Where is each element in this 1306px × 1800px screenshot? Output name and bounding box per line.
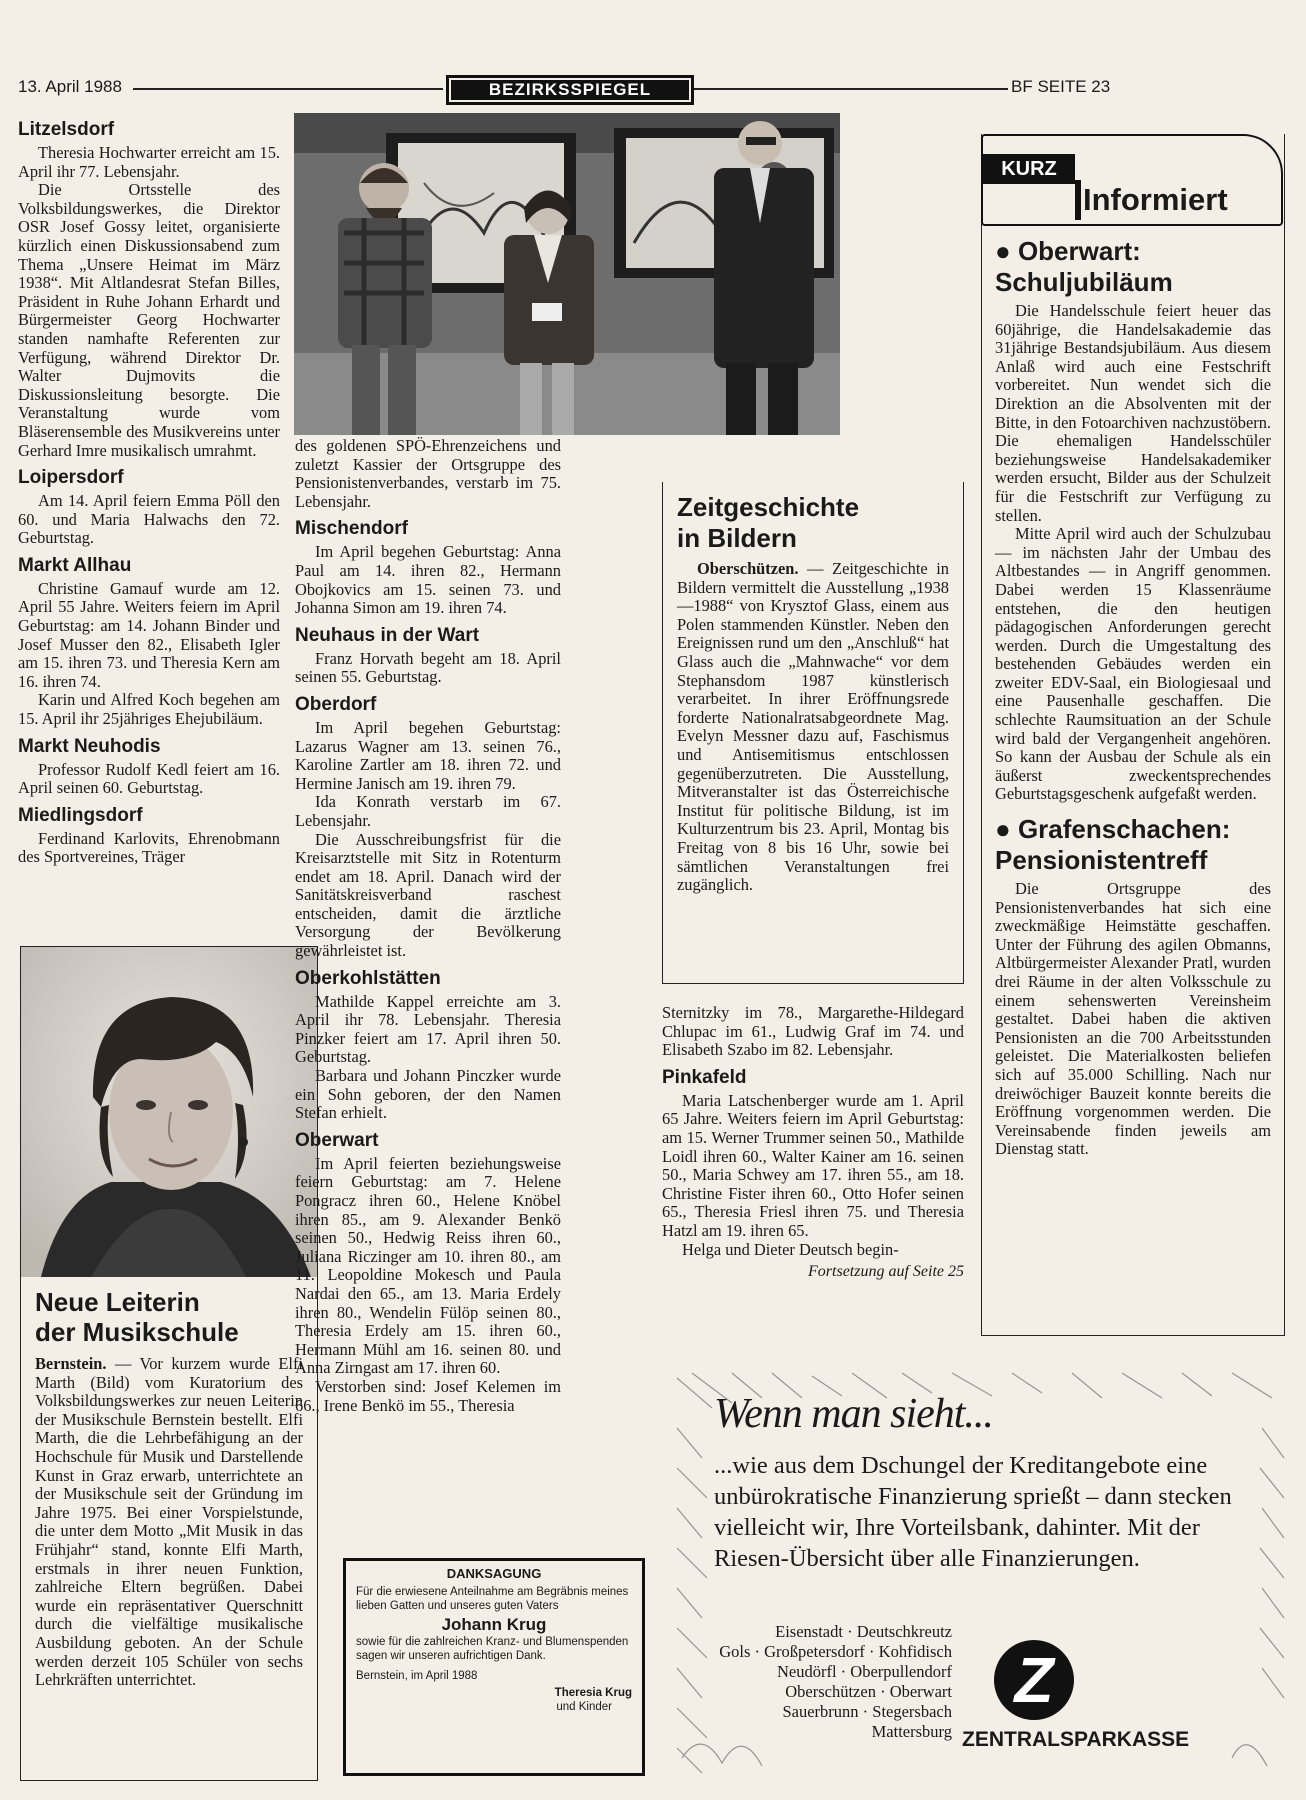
bullet-icon: ● [995, 814, 1011, 845]
paragraph: Professor Rudolf Kedl feiert am 16. April seinen 60. Geburtstag. [18, 759, 280, 798]
branch-line: Eisenstadt · Deutschkreutz [775, 1622, 952, 1641]
kurz-item-title [995, 814, 1271, 876]
ad-branches [712, 1622, 952, 1742]
paragraph: Die Ausschreibungsfrist für die Kreisarztstelle mit Sitz in Rotenturm endet am 18. April. Danach wird der Sanitätskreisverband raschest entscheiden, damit die ärztliche Versorgung der Bevölkerung gewährleistet ist. [295, 829, 561, 961]
zentralsparkasse-logo-icon [994, 1640, 1074, 1720]
paragraph: Sternitzky im 78., Margarethe-Hildegard Chlupac im 61., Ludwig Graf im 74. und Elisabeth Szabo im 82. Lebensjahr. [662, 1003, 964, 1060]
article-body [662, 1092, 964, 1259]
kurz-label: KURZ [983, 154, 1075, 184]
notice-name: Johann Krug [441, 1615, 547, 1634]
place-heading: Loipersdorf [18, 467, 124, 489]
header-date: 13. April 1988 [18, 77, 122, 96]
informiert-label: Informiert [1075, 180, 1228, 220]
title-line: Grafenschachen: [1017, 814, 1231, 845]
paragraph: Im April begehen Geburtstag: Anna Paul am 14. ihren 82., Hermann Obojkovics am 15. seinen 73. und Johanna Simon am 19. ihren 74. [295, 542, 561, 618]
article-body [295, 1155, 561, 1415]
place-heading: Neuhaus in der Wart [295, 624, 480, 646]
paragraph: Im April begehen Geburtstag: Lazarus Wagner am 13. seinen 76., Karoline Zartler am 18. ihren 72. und Hermine Janisch am 19. ihren 79. [295, 717, 561, 793]
place-heading: Litzelsdorf [18, 119, 115, 140]
paragraph: Karin und Alfred Koch begehen am 15. April ihr 25jähriges Ehejubiläum. [18, 690, 280, 729]
place-heading: Oberkohlstätten [295, 967, 441, 989]
branch-line: Neudörfl · Oberpullendorf [776, 1662, 952, 1681]
article-body [295, 650, 561, 687]
article-body [995, 880, 1271, 1159]
paragraph: Mitte April wird auch der Schulzubau — im nächsten Jahr der Umbau des Altbestandes — in Angriff genommen. Dabei werden 15 Klassenräume entstehen, die den heutigen pädagogischen Anforderungen gerecht werden. Durch die Umgestaltung des bestehenden Gebäudes werden ein zweiter EDV-Saal, ein Biologiesaal und eine Pausenhalle geschaffen. Die schlechte Raumsituation an der Schule wird bald der Vergangenheit angehören. So kann der Ausbau der Schule als ein äußerst zweckentsprechendes Geburtstagsgeschenk aufgefaßt werden. [995, 524, 1271, 804]
paragraph: Die Ortsgruppe des Pensionistenverbandes hat sich eine zweckmäßige Heimstätte geschaffen. Unter der Führung des agilen Obmanns, Altbürgermeister Alexander Pratl, wurden drei Räume in der alten Volksschule zu einem sehenswerten Vereinsheim gestaltet. Dabei haben die aktiven Pensionisten an die 700 Arbeitsstunden geleistet. Die Materialkosten beliefen sich auf 35.000 Schilling. Nach nur dreiwöchiger Bauzeit konnte bereits die Eröffnung vorgenommen werden. Die Vereinsabende finden jeweils am Dienstag statt. [995, 879, 1271, 1159]
article-body [18, 580, 280, 729]
article-body [995, 302, 1271, 804]
title-line: der Musikschule [35, 1317, 239, 1347]
article-title [35, 1287, 303, 1347]
paragraph: Ida Konrath verstarb im 67. Lebensjahr. [295, 792, 561, 830]
paragraph: Maria Latschenberger wurde am 1. April 65 Jahre. Weiters feiern im April Geburtstag: am 15. Werner Trummer seinen 50., Mathilde Loidl ihren 60., Walter Kainer am 16. seinen 50., Maria Schwey am 17. ihren 55., am 18. Christine Fister ihren 60., Otto Hofer seinen 65., Theresia Friesl ihren 75. und Theresia Hatzl am 19. ihren 65. [662, 1090, 964, 1240]
portrait-image [21, 947, 317, 1277]
paragraph: Ferdinand Karlovits, Ehrenobmann des Sportvereines, Träger [18, 828, 280, 867]
branch-line: Oberschützen · Oberwart [785, 1682, 952, 1701]
paragraph: Christine Gamauf wurde am 12. April 55 Jahre. Weiters feiern im April Geburtstag: am 14. Johann Binder und Josef Musser den 82., Elisabeth Igler am 15. ihren 73. und Theresia Kern am 16. ihren 74. [18, 578, 280, 691]
place-heading: Oberwart [295, 1129, 379, 1151]
continuation-note: Fortsetzung auf Seite 25 [808, 1263, 964, 1281]
bullet-icon: ● [995, 236, 1011, 266]
logo-letter: Z [1014, 1644, 1054, 1716]
article-body [18, 144, 280, 460]
place-heading: Mischendorf [295, 518, 408, 540]
notice-place-date: Bernstein, im April 1988 [356, 1670, 478, 1682]
place-heading: Miedlingsdorf [18, 804, 143, 826]
title-line: Zeitgeschichte [677, 492, 860, 522]
kurz-informiert-content [995, 236, 1271, 1159]
notice-title: DANKSAGUNG [446, 1566, 542, 1581]
article-body [295, 719, 561, 961]
title-line: Schuljubiläum [995, 267, 1173, 297]
article-body [662, 1004, 964, 1060]
article-body [18, 492, 280, 548]
header-page: BF SEITE 23 [1011, 77, 1111, 96]
ad-headline: Wenn man sieht... [714, 1391, 993, 1437]
branch-line: Mattersburg [871, 1722, 952, 1741]
article-body [295, 993, 561, 1123]
title-line: Oberwart: [1017, 236, 1141, 266]
bank-name: ZENTRALSPARKASSE [962, 1728, 1190, 1751]
paragraph: Am 14. April feiern Emma Pöll den 60. und Maria Halwachs den 72. Geburtstag. [18, 491, 280, 548]
exhibition-image [294, 113, 840, 435]
column-1 [18, 112, 280, 867]
notice-text: sowie für die zahlreichen Kranz- und Blumenspenden sagen wir unseren aufrichtigen Dank. [356, 1636, 629, 1662]
place-heading: Oberdorf [295, 693, 377, 715]
title-line: in Bildern [677, 523, 797, 553]
place-heading: Markt Allhau [18, 554, 132, 576]
article-text: — Vor kurzem wurde Elfi Marth (Bild) vom Kuratorium des Volksbildungswerkes zur neuen Leiterin der Musikschule Bernstein bestellt. Elfi Marth, die die Lehrbefähigung an der Hochschule für Musik und Darstellende Kunst in Graz erwarb, unterrichtete an der Musikschule seit der Gründung im Jahre 1975. Bei einer Vorspielstunde, die unter dem Motto „Mit Musik in das Frühjahr“ stand, konnte Elfi Marth, erstmals in ihrer neuen Funktion, zahlreiche Eltern begrüßen. Dabei wurde ein repräsentativer Querschnitt durch die vielfältige musikalische Ausbildung geboten. An der Schule werden derzeit 105 Schüler von sechs Lehrkräften unterrichtet. [35, 1354, 303, 1690]
exhibition-photo [294, 113, 840, 435]
musikschule-article-box [20, 946, 318, 1781]
branch-line: Sauerbrunn · Stegersbach [782, 1702, 952, 1721]
title-line: Pensionistentreff [995, 845, 1208, 876]
article-text: — Zeitgeschichte in Bildern vermittelt die Ausstellung „1938—1988“ von Krysztof Glass, einem aus Polen stammenden Künstler. Neben den Ereignissen rund um den „Anschluß“ hat Glass auch die „Mahnwache“ vor dem Stephansdom 1987 künstlerisch verarbeitet. In ihrer Eröffnungsrede forderte Nationalratsabgeordnete Mag. Evelyn Messner dazu auf, Faschismus und Antisemitismus entschlossen gegenüberzutreten. Die Ausstellung, Mitveranstalter ist das Österreichische Institut für politische Bildung, ist im Kulturzentrum bis 23. April, Montag bis Freitag von 8 bis 16 Uhr, sowie bei sämtlichen Veranstaltungen frei zugänglich. [677, 559, 949, 895]
paragraph: Verstorben sind: Josef Kelemen im 66., Irene Benkö im 55., Theresia [295, 1376, 561, 1415]
paragraph: Franz Horvath begeht am 18. April seinen 55. Geburtstag. [295, 648, 561, 687]
place-heading: Markt Neuhodis [18, 735, 161, 757]
zeitgeschichte-article-box [662, 482, 964, 984]
article-lead: Oberschützen. [697, 559, 799, 578]
portrait-photo [21, 947, 317, 1277]
article-lead: Bernstein. [35, 1354, 107, 1373]
article-body [295, 543, 561, 617]
notice-text: Für die erwiesene Anteilnahme am Begräbnis meines lieben Gatten und unseres guten Vaters [356, 1586, 629, 1612]
title-line: Neue Leiterin [35, 1287, 200, 1317]
paragraph: Im April feierten beziehungsweise feiern Geburtstag: am 7. Helene Pongracz ihren 60., Helene Knöbel ihren 85., am 9. Alexander Benkö seinen 50., Hedwig Reiss ihren 60., Juliana Riczinger am 10. ihren 80., am 11. Leopoldine Mokesch und Paula Nardai den 65., am 13. Maria Erdely ihren 80., Wendelin Fülöp seinen 80., Theresia Erdely am 15. ihren 60., Hermann Mühl am 16. seinen 80. und Anna Zirngast am 17. ihren 60. [295, 1153, 561, 1378]
kurz-informiert-header [981, 134, 1283, 226]
paragraph: des goldenen SPÖ-Ehrenzeichens und zuletzt Kassier der Ortsgruppe des Pensionistenverbandes, verstarb im 75. Lebensjahr. [295, 436, 561, 511]
article-body [35, 1355, 303, 1690]
paragraph: Theresia Hochwarter erreicht am 15. April ihr 77. Lebensjahr. [18, 143, 280, 181]
column-3 [662, 1004, 964, 1281]
kurz-item-title [995, 236, 1271, 298]
paragraph: Barbara und Johann Pinczker wurde ein Sohn geboren, der den Namen Stefan erhielt. [295, 1066, 561, 1123]
article-body [18, 830, 280, 867]
notice-signature-2: und Kinder [556, 1701, 612, 1713]
article-body [18, 761, 280, 798]
branch-line: Gols · Großpetersdorf · Kohfidisch [719, 1642, 952, 1661]
paragraph: Helga und Dieter Deutsch begin- [682, 1239, 899, 1259]
zentralsparkasse-ad [672, 1368, 1290, 1778]
notice-signature: Theresia Krug [554, 1687, 632, 1699]
paragraph: Mathilde Kappel erreichte am 3. April ihr 78. Lebensjahr. Theresia Pinzker feiert am 17. April ihren 50. Geburtstag. [295, 991, 561, 1067]
header-rule-right [694, 88, 1008, 90]
article-body [677, 560, 949, 895]
article-title [677, 492, 949, 554]
article-body [295, 437, 561, 511]
paragraph: Die Handelsschule feiert heuer das 60jährige, die Handelsakademie das 31jährige Bestandsjubiläum. Aus diesem Anlaß wird auch eine Festschrift vorbereitet. Nun wendet sich die Direktion an die Absolventen mit der Bitte, in den Fotoarchiven nachzustöbern. Die ehemaligen Handelsschüler beziehungsweise Handelsakademiker werden ersucht, Bilder aus der Schulzeit für die Festschrift zur Verfügung zu stellen. [995, 301, 1271, 525]
column-2 [295, 437, 561, 1415]
danksagung-notice [343, 1558, 645, 1776]
ad-body: ...wie aus dem Dschungel der Kreditangebote eine unbürokratische Finanzierung sprießt – dann stecken vielleicht wir, Ihre Vorteilsbank, dahinter. Mit der Riesen-Übersicht über alle Finanzierungen. [714, 1452, 1232, 1572]
section-title: BEZIRKSSPIEGEL [446, 75, 694, 105]
paragraph: Die Ortsstelle des Volksbildungswerkes, die Direktor OSR Josef Gossy leitet, organisierte kürzlich einen Diskussionsabend zum Thema „Unsere Heimat im März 1938“. Mit Altlandesrat Stefan Billes, Präsident in Ruhe Johann Erhardt und Bürgermeister Georg Hochwarter standen namhafte Referenten zur Verfügung, während Direktor Dr. Walter Dujmovits die Diskussionsleitung besorgte. Die Veranstaltung wurde vom Bläserensemble des Musikvereins unter Gerhard Imre musikalisch umrahmt. [18, 180, 280, 460]
place-heading: Pinkafeld [662, 1066, 747, 1088]
header-rule-left [133, 88, 443, 90]
